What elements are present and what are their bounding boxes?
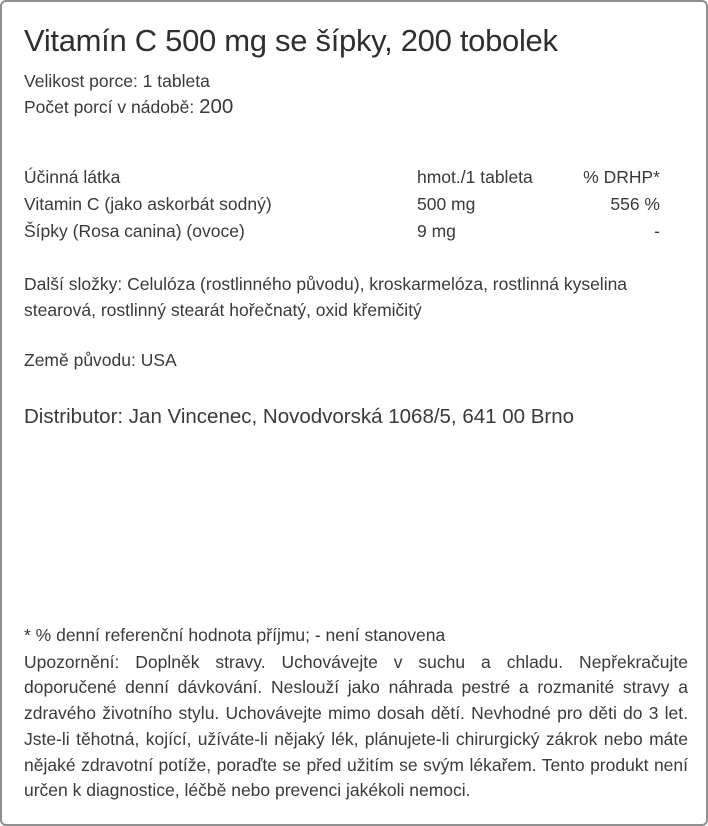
table-header-substance: Účinná látka bbox=[24, 167, 121, 187]
table-row-substance: Šípky (Rosa canina) (ovoce) bbox=[24, 221, 245, 241]
distributor-line: Distributor: Jan Vincenec, Novodvorská 1068/5, 641 00 Brno bbox=[24, 405, 575, 428]
table-row-amount: 9 mg bbox=[417, 221, 456, 241]
warning-paragraph: Upozornění: Doplněk stravy. Uchovávejte v suchu a chladu. Nepřekračujte doporučené denní dávkování. Neslouží jako náhrada pestré a rozmanité stravy a zdravého životního stylu. Uchovávejte mimo dosah dětí. Nevhodné pro děti do 3 let. Jste-li těhotná, kojící, užíváte-li nějaký lék, plánujete-li chirurgický zákrok nebo máte nějaké zdravotní potíže, poraďte se před užitím se svým lékařem. Tento produkt není určen k diagnostice, léčbě nebo prevenci jakékoli nemoci. bbox=[24, 651, 688, 801]
country-of-origin-line: Země původu: USA bbox=[24, 350, 177, 370]
table-row-amount: 500 mg bbox=[417, 194, 476, 214]
servings-per-container-label: Počet porcí v nádobě: bbox=[24, 97, 195, 117]
serving-size-line: Velikost porce: 1 tableta bbox=[24, 71, 210, 91]
other-ingredients-paragraph: Další složky: Celulóza (rostlinného původu), kroskarmelóza, rostlinná kyselina stearová, rostlinný stearát hořečnatý, oxid křemičitý bbox=[24, 274, 628, 320]
table-row-drhp: 556 % bbox=[610, 194, 660, 214]
servings-per-container-value: 200 bbox=[199, 95, 234, 118]
table-row-substance: Vitamin C (jako askorbát sodný) bbox=[24, 194, 272, 214]
drhp-footnote: * % denní referenční hodnota příjmu; - není stanovena bbox=[24, 624, 446, 645]
product-title: Vitamín C 500 mg se šípky, 200 tobolek bbox=[24, 23, 558, 58]
table-header-drhp: % DRHP* bbox=[583, 167, 660, 187]
active-ingredients-table bbox=[24, 164, 660, 245]
servings-per-container-line bbox=[24, 94, 688, 120]
table-row-drhp: - bbox=[654, 221, 660, 241]
table-header-amount: hmot./1 tableta bbox=[417, 167, 533, 187]
empty-spacer bbox=[24, 431, 688, 622]
